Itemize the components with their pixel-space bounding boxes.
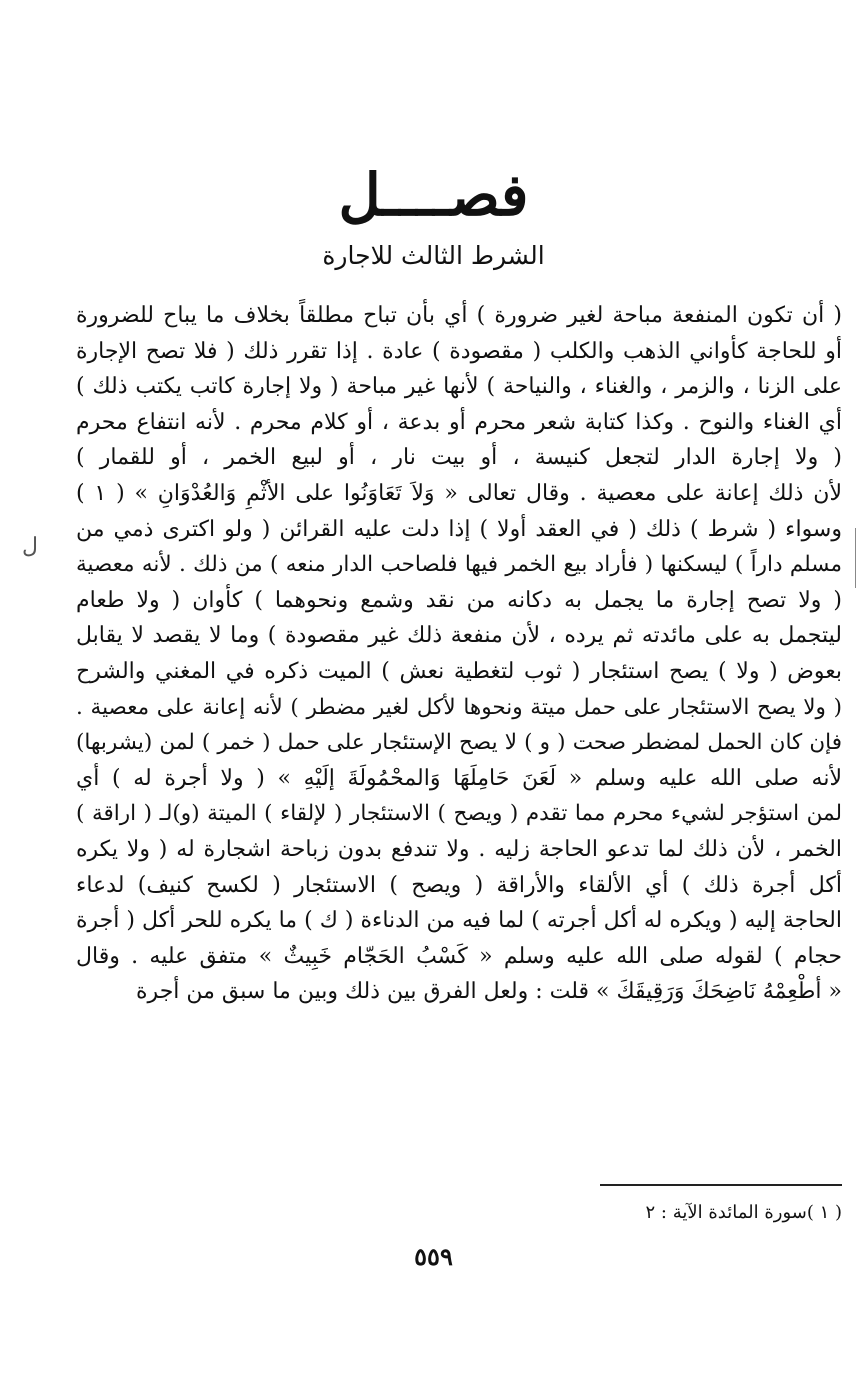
section-heading: فصــــل (338, 161, 529, 229)
text-line: ليتجمل به على مائدته ثم يرده ، لأن منفعة ذلك غير مقصودة ) وما لا يقصد لا يقابل (76, 623, 842, 649)
text-line: لمن استؤجر لشيء محرم مما تقدم ( ويصح ) الاستئجار ( لإلقاء ) الميتة (و)لـ ( اراقة ) (76, 801, 842, 827)
text-line: بعوض ( ولا ) يصح استئجار ( ثوب لتغطية نعش ) الميت ذكره في المغني والشرح (76, 658, 842, 684)
margin-mark (855, 528, 857, 588)
body-text (76, 298, 842, 1010)
text-line: أو للحاجة كأواني الذهب والكلب ( مقصودة ) عادة . إذا تقرر ذلك ( فلا تصح الإجارة (76, 338, 842, 364)
text-line: ( ولا تصح إجارة ما يجمل به دكانه من نقد وشمع ونحوهما ) كأوان ( ولا طعام (76, 587, 842, 613)
section-subheading: الشرط الثالث للاجارة (322, 241, 545, 270)
footnote: ( ١ )سورة المائدة الآية : ٢ (645, 1202, 842, 1223)
text-line: ( أن تكون المنفعة مباحة لغير ضرورة ) أي بأن تباح مطلقاً بخلاف ما يباح للضرورة (76, 303, 842, 328)
text-line: مسلم داراً ) ليسكنها ( فأراد بيع الخمر فيها فلصاحب الدار منعه ) من ذلك . لأنه معصية (76, 552, 842, 578)
text-line: ( ولا يصح الاستئجار على حمل ميتة ونحوها لأكل لغير مضطر ) لأنه إعانة على معصية . (76, 694, 842, 720)
text-line: أكل أجرة ذلك ) أي الألقاء والأراقة ( ويصح ) الاستئجار ( لكسح كنيف) لدعاء (76, 872, 842, 898)
text-line: حجام ) لقوله صلى الله عليه وسلم « كَسْبُ الحَجّام خَبِيثٌ » متفق عليه . وقال (76, 943, 842, 969)
text-line: أي الغناء والنوح . وكذا كتابة شعر محرم أو بدعة ، أو كلام محرم . لأنه انتفاع محرم (76, 409, 842, 435)
text-line: ( ولا إجارة الدار لتجعل كنيسة ، أو بيت نار ، أو لبيع الخمر ، أو للقمار ) (76, 445, 842, 471)
text-line: الخمر ، لأن ذلك لما تدعو الحاجة زليه . ولا تندفع بدون زباحة اشجارة له ( ولا يكره (76, 836, 842, 862)
text-line: لأنه صلى الله عليه وسلم « لَعَنَ حَامِلَهَا وَالمحْمُولَةَ إلَيْهِ » ( ولا أجرة له ) أي (76, 765, 842, 791)
footnote-divider (600, 1184, 842, 1186)
text-line: الحاجة إليه ( ويكره له أكل أجرته ) لما فيه من الدناءة ( ك ) ما يكره للحر أكل ( أجرة (76, 908, 842, 934)
text-line: على الزنا ، والزمر ، والغناء ، والنياحة ) لأنها غير مباحة ( ولا إجارة كاتب يكتب ذلك ) (76, 374, 842, 400)
text-line: وسواء ( شرط ) ذلك ( في العقد أولا ) إذا دلت عليه القرائن ( ولو اكترى ذمي من (76, 516, 842, 542)
text-line: « أطْعِمْهُ نَاضِحَكَ وَرَقِيقَكَ » قلت : ولعل الفرق بين ذلك وبين ما سبق من أجرة (136, 979, 842, 1005)
text-line: لأن ذلك إعانة على معصية . وقال تعالى « وَلاَ تَعَاوَنُوا على الأثْمِ وَالعُدْوَانِ » ( ١ ) (76, 480, 842, 506)
text-line: فإن كان الحمل لمضطر صحت ( و ) لا يصح الإستئجار على حمل ( خمر ) لمن (يشربها) (76, 730, 842, 756)
margin-annotation: ل (22, 534, 38, 559)
page-number: ٥٥٩ (414, 1242, 453, 1271)
